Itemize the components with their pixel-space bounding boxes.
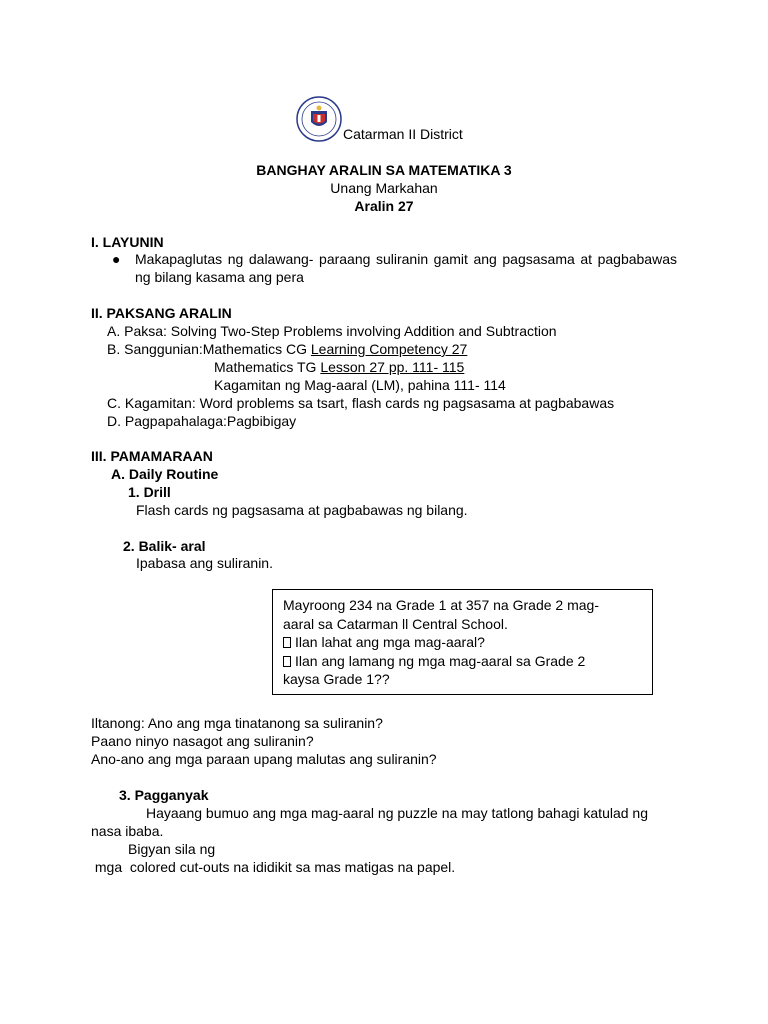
question-1-text: Ilan lahat ang mga mag-aaral? <box>295 634 485 650</box>
question-2-text: Ilan ang lamang ng mga mag-aaral sa Grade 2 <box>295 652 586 669</box>
document-title: BANGHAY ARALIN SA MATEMATIKA 3 <box>256 162 512 178</box>
pagganyak-heading: 3. Pagganyak <box>119 787 209 803</box>
paksang-aralin-heading: II. PAKSANG ARALIN <box>91 305 232 321</box>
problem-line-2: aaral sa Catarman ll Central School. <box>283 615 508 632</box>
tg-prefix: Mathematics TG <box>214 359 321 375</box>
daily-routine-heading: A. Daily Routine <box>111 466 219 482</box>
sanggunian-prefix: B. Sanggunian:Mathematics CG <box>107 341 311 357</box>
drill-text: Flash cards ng pagsasama at pagbabawas ng bilang. <box>136 502 468 518</box>
problem-question-1 <box>283 633 642 652</box>
kagamitan-line: C. Kagamitan: Word problems sa tsart, flash cards ng pagsasama at pagbabawas <box>107 395 615 411</box>
pamamaraan-heading: III. PAMAMARAAN <box>91 448 213 464</box>
missing-glyph-icon <box>283 637 291 648</box>
cutouts-line: mga colored cut-outs na ididikit sa mas matigas na papel. <box>91 859 456 875</box>
balik-aral-heading: 2. Balik- aral <box>123 538 206 554</box>
bigyan-line: Bigyan sila ng <box>128 841 216 857</box>
problem-box <box>272 589 653 695</box>
tg-line <box>214 358 464 376</box>
drill-heading: 1. Drill <box>128 484 171 500</box>
problem-line-1: Mayroong 234 na Grade 1 at 357 na Grade 2 mag- <box>283 597 599 613</box>
tanong-line-2: Paano ninyo nasagot ang suliranin? <box>91 733 314 749</box>
layunin-heading: I. LAYUNIN <box>91 234 164 250</box>
learning-competency-link[interactable]: Learning Competency 27 <box>310 341 468 357</box>
quarter-label: Unang Markahan <box>330 180 438 196</box>
deped-seal-logo <box>296 96 342 142</box>
sanggunian-line <box>107 340 467 358</box>
tanong-line-1: Iltanong: Ano ang mga tinatanong sa suliranin? <box>91 715 383 731</box>
layunin-item: Makapaglutas ng dalawang- paraang suliranin gamit ang pagsasama at pagbabawas ng bilang kasama ang pera <box>135 251 677 285</box>
problem-line-5: kaysa Grade 1?? <box>283 671 390 687</box>
problem-question-2 <box>283 652 642 671</box>
lm-line: Kagamitan ng Mag-aaral (LM), pahina 111- 114 <box>214 377 506 393</box>
pagpapahalaga-line: D. Pagpapahalaga:Pagbibigay <box>107 413 297 429</box>
paksa-line: A. Paksa: Solving Two-Step Problems involving Addition and Subtraction <box>107 323 557 339</box>
bullet-icon: ● <box>112 251 121 267</box>
lesson-pages-link[interactable]: Lesson 27 pp. 111- 115 <box>320 359 465 375</box>
lesson-number: Aralin 27 <box>354 198 414 214</box>
balik-aral-text: Ipabasa ang suliranin. <box>136 555 273 571</box>
pagganyak-text: Hayaang bumuo ang mga mag-aaral ng puzzle na may tatlong bahagi katulad ng nasa ibaba. <box>91 805 648 839</box>
tanong-line-3: Ano-ano ang mga paraan upang malutas ang suliranin? <box>91 751 437 767</box>
missing-glyph-icon <box>283 656 291 667</box>
district-label: Catarman II District <box>343 126 463 142</box>
